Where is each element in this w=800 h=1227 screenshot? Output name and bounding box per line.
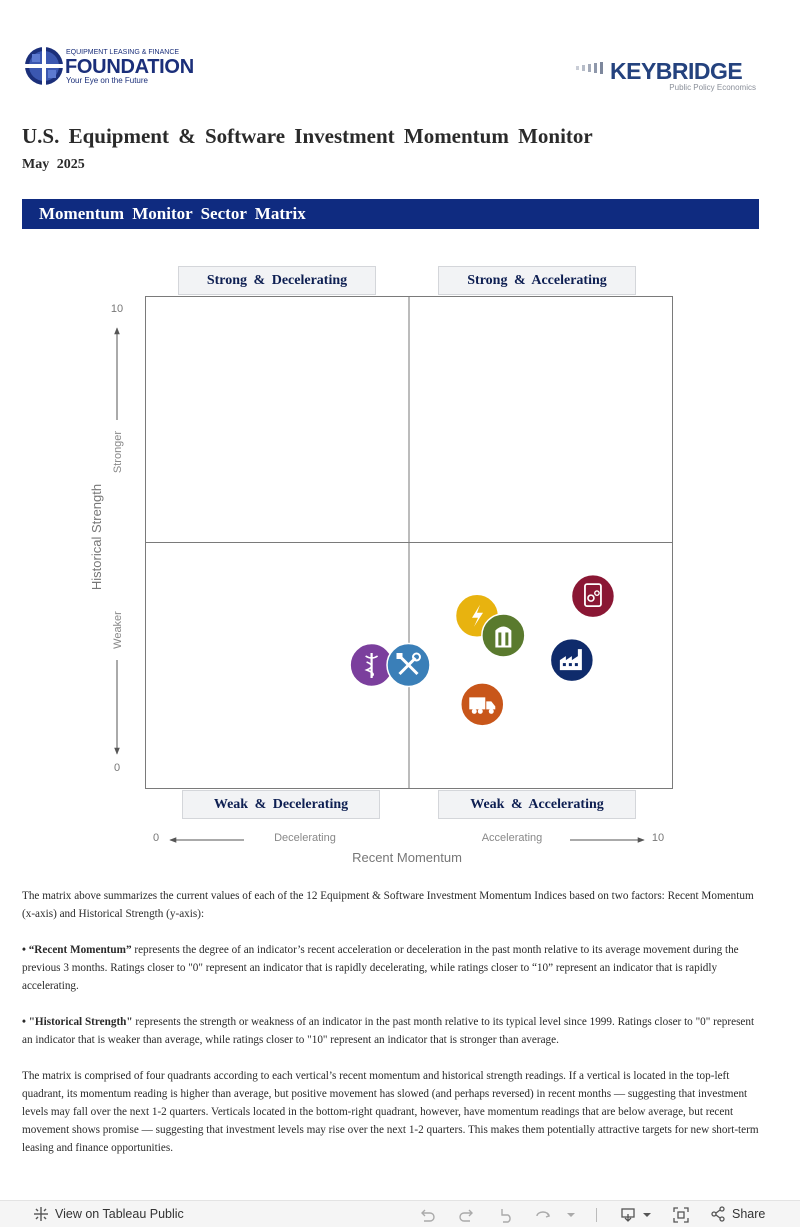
x-tick-max: 10 [651,832,665,844]
description-intro: The matrix above summarizes the current values of each of the 12 Equipment & Software Investment Momentum Indices based on two factors: Recent Momentum (x-axis) and Historical Strength (y-axis): [22,890,754,920]
report-date: May 2025 [22,157,85,172]
y-tick-max: 10 [110,303,124,315]
historical-strength-term: • "Historical Strength" [22,1016,133,1028]
revert-icon[interactable] [498,1206,516,1224]
chevron-down-icon[interactable] [562,1206,580,1224]
download-chevron-down-icon[interactable] [639,1206,657,1224]
scatter-point-tools[interactable] [387,644,430,687]
share-icon [710,1206,726,1222]
elf-tagline: Your Eye on the Future [66,76,148,85]
quadrant-label-bottom-right: Weak & Accelerating [438,790,636,819]
elf-small-text: EQUIPMENT LEASING & FINANCE [66,49,180,56]
y-axis-title: Historical Strength [89,483,104,591]
description-recent-momentum [22,941,767,995]
view-on-tableau-link[interactable] [33,1206,184,1222]
scatter-point-computer[interactable] [571,575,614,618]
download-icon[interactable] [620,1206,638,1224]
scatter-points [350,575,614,726]
section-title: Momentum Monitor Sector Matrix [39,204,306,223]
share-label: Share [732,1207,766,1221]
recent-momentum-term: • “Recent Momentum” [22,944,132,956]
x-direction-high: Accelerating [481,832,543,844]
tableau-toolbar [0,1200,800,1227]
keybridge-tagline: Public Policy Economics [669,83,756,92]
quadrant-label-top-left: Strong & Decelerating [178,266,376,295]
quadrant-label-top-right: Strong & Accelerating [438,266,636,295]
undo-icon[interactable] [418,1206,436,1224]
historical-strength-text: represents the strength or weakness of an indicator in the past month relative to its typical level since 1999. Ratings closer to "0" represent an indicator that is weaker than average, while ratings closer to "10" represent an indicator that is stronger than average. [22,1016,755,1046]
x-direction-low: Decelerating [274,832,336,844]
y-tick-min: 0 [113,762,121,774]
refresh-icon[interactable] [534,1206,552,1224]
elf-name: FOUNDATION [65,56,194,78]
y-direction-low: Weaker [112,611,124,649]
quadrant-label-bottom-left: Weak & Decelerating [182,790,380,819]
toolbar-divider [596,1208,597,1222]
y-direction-high: Stronger [112,430,124,474]
tableau-icon [33,1206,49,1222]
description [22,887,767,1175]
description-quadrants: The matrix is comprised of four quadrants according to each vertical’s recent momentum and historical strength readings. If a vertical is located in the top-left quadrant, its momentum reading is higher than average, but positive movement has slowed (and perhaps reversed) in recent months — suggesting that investment levels may fall over the next 1-2 quarters. Verticals located in the bottom-right quadrant, however, have momentum readings that are below average, but recent movement shows promise — suggesting that investment levels may rise over the next 1-2 quarters. This makes them potentially attractive targets for new short-term leasing and finance opportunities. [22,1070,759,1154]
view-on-tableau-label: View on Tableau Public [55,1207,184,1221]
silo-icon [495,626,511,647]
keybridge-name: KEYBRIDGE [610,58,743,84]
share-button[interactable] [710,1206,765,1222]
x-tick-min: 0 [152,832,160,844]
x-axis-title: Recent Momentum [352,850,462,865]
scatter-point-factory[interactable] [550,639,593,682]
fullscreen-icon[interactable] [672,1206,690,1224]
description-historical-strength [22,1013,767,1049]
redo-icon[interactable] [458,1206,476,1224]
recent-momentum-text: represents the degree of an indicator’s recent acceleration or deceleration in the past month relative to its average movement during the previous 3 months. Ratings closer to "0" represent an indicator that is rapidly decelerating, while ratings closer to “10” represent an indicator that is rapidly accelerating. [22,944,739,992]
scatter-point-silo[interactable] [482,614,525,657]
report-title: U.S. Equipment & Software Investment Momentum Monitor [22,124,593,148]
scatter-point-truck[interactable] [461,683,504,726]
